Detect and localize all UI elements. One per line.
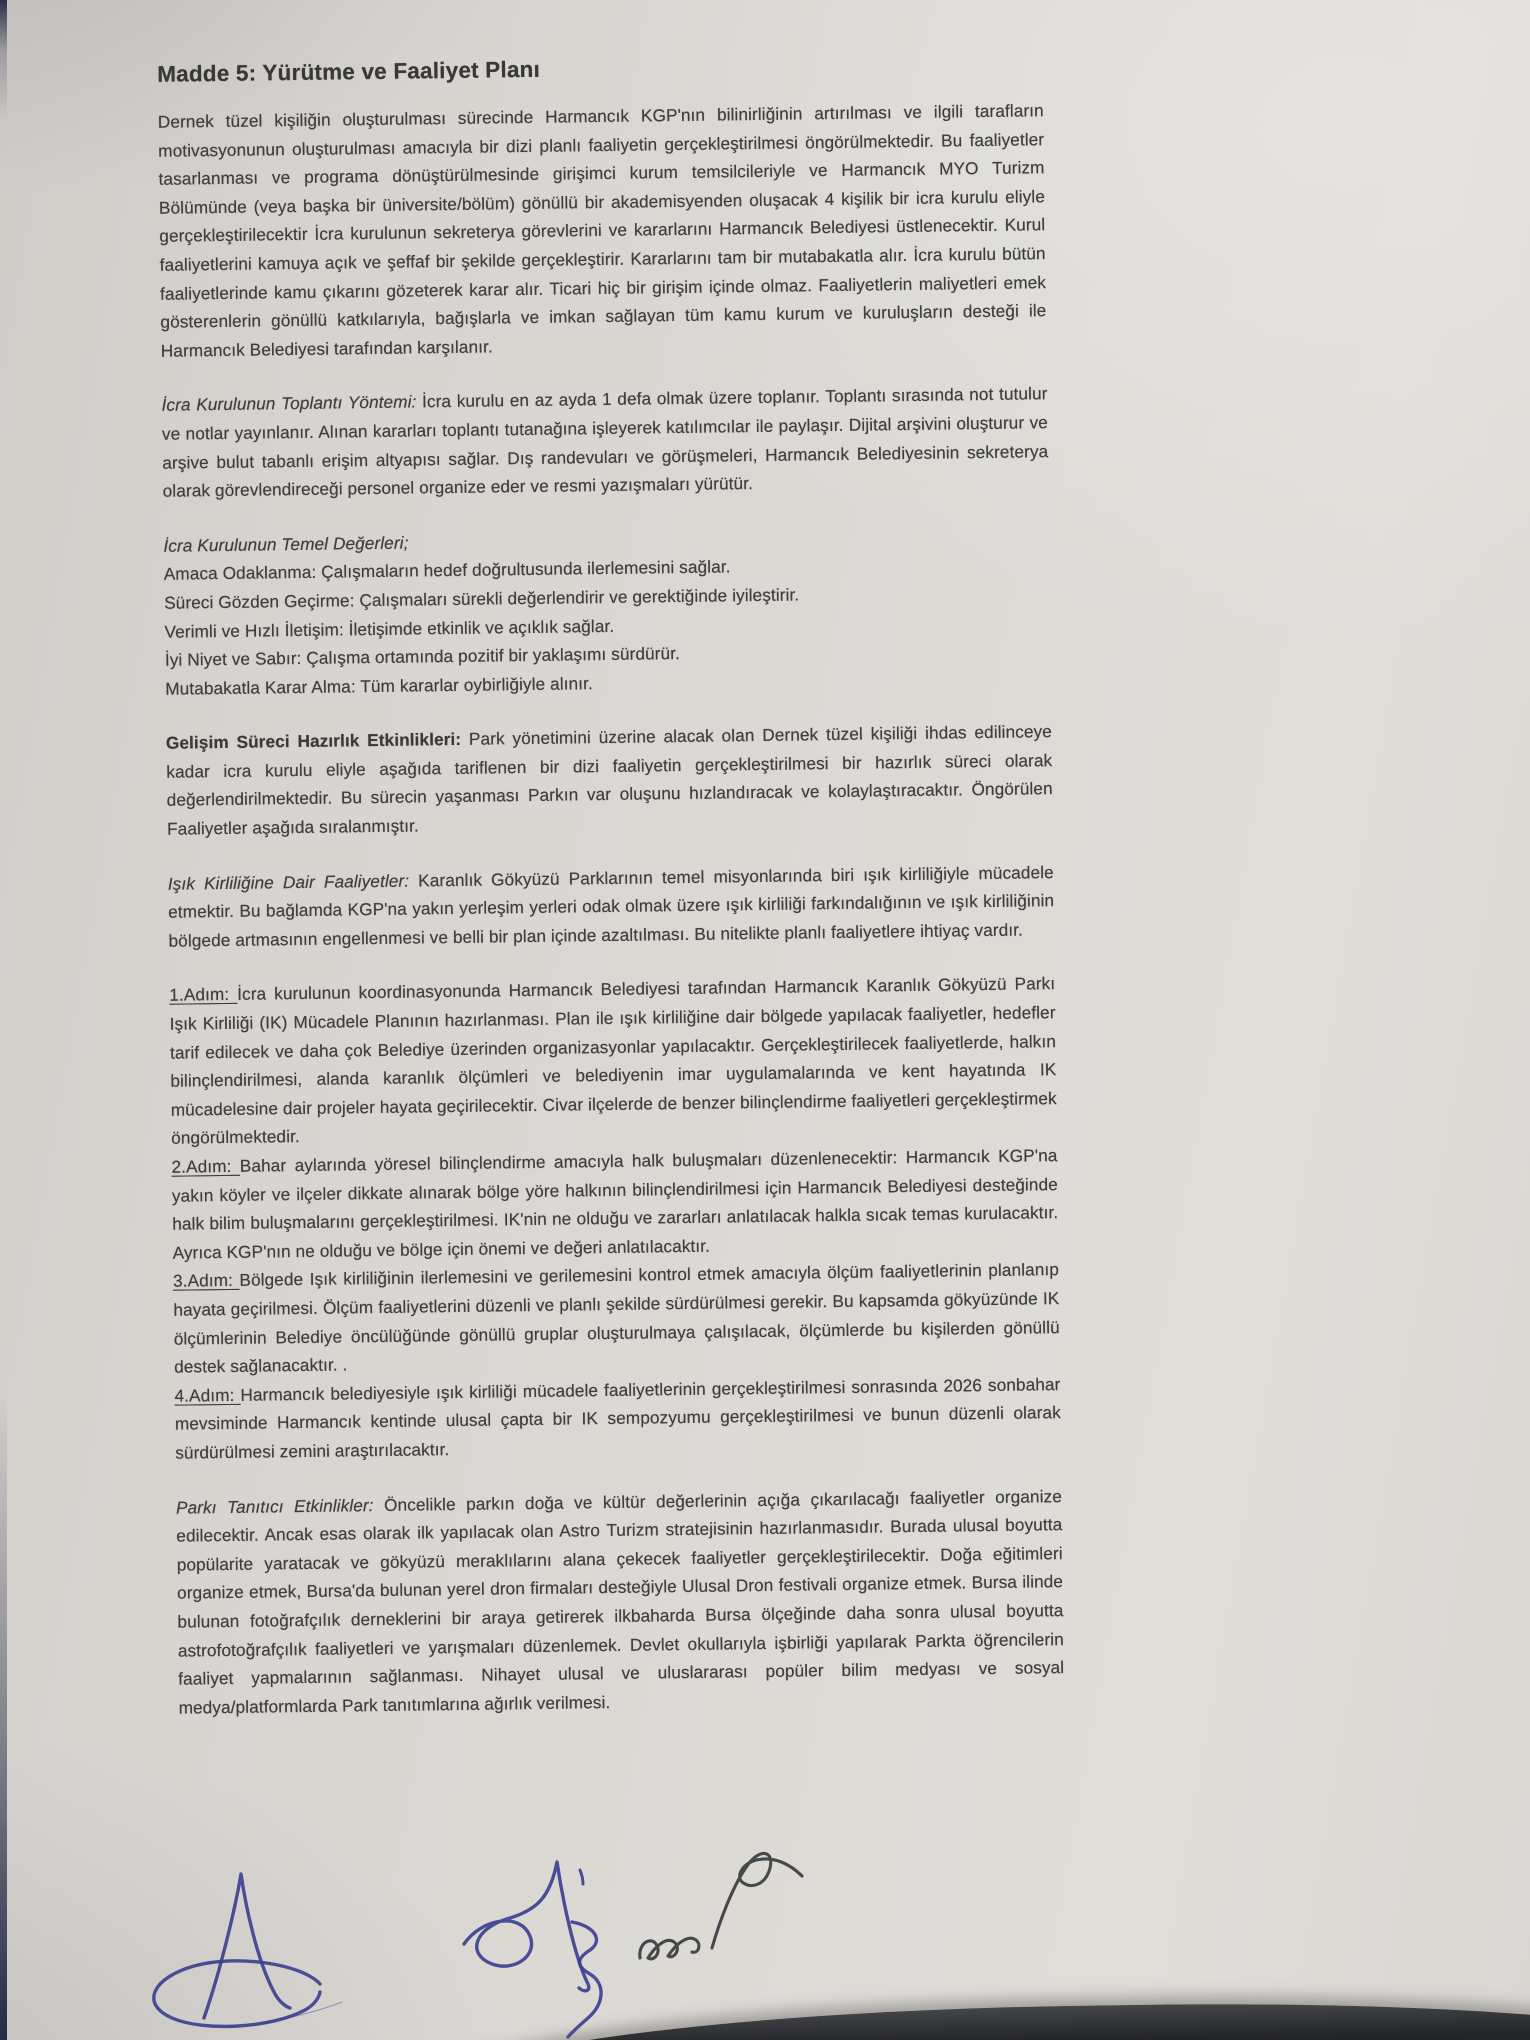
section-heading: 4.Adım: xyxy=(174,1384,241,1406)
value-line: Amaca Odaklanma: Çalışmaların hedef doğrultusunda ilerlemesini sağlar. xyxy=(163,556,731,585)
paragraph: Gelişim Süreci Hazırlık Etkinlikleri: Park yönetimini üzerine alacak olan Dernek tüzel kişiliği ihdas edilinceye kadar icra kurulu eliyle aşağıda tariflenen bir dizi faaliyetin gerçekleştirilmesi bir hazırlık süreci olarak değerlendirilmektedir. Bu sürecin yaşanması Parkın var oluşunu hızlandıracak ve kolaylaştıracaktır. Öngörülen Faaliyetler aşağıda sıralanmıştır. xyxy=(165,721,1053,839)
section-heading: Işık Kirliliğine Dair Faaliyetler: xyxy=(167,870,419,894)
value-line: Verimli ve Hızlı İletişim: İletişimde etkinlik ve açıklık sağlar. xyxy=(164,615,615,642)
paragraph: 3.Adım: Bölgede Işık kirliliğinin ilerlemesini ve gerilemesini kontrol etmek amacıyla ölçüm faaliyetlerinin planlanıp hayata geçirilmesi. Ölçüm faaliyetlerini düzenli ve planlı şekilde sürdürülmesi gerekir. Bu kapsamda gökyüzünde IK ölçümlerinin Belediye öncülüğünde gönüllü gruplar oluşturulmaya çalışılacak, ölçümlerde bu kişilerden gönüllü destek sağlanacaktır. . xyxy=(172,1259,1060,1377)
value-line: İyi Niyet ve Sabır: Çalışma ortamında pozitif bir yaklaşımı sürdürür. xyxy=(164,643,681,670)
document-content xyxy=(157,48,1065,1722)
value-line: Mutabakatla Karar Alma: Tüm kararlar oybirliğiyle alınır. xyxy=(165,672,593,699)
paragraph: 1.Adım: İcra kurulunun koordinasyonunda Harmancık Belediyesi tarafından Harmancık Karanlık Gökyüzü Parkı Işık Kirliliği (IK) Mücadele Planının hazırlanması. Plan ile ışık kirliliğine dair bölgede yapılacak faaliyetler, hedefler tarif edilecek ve daha çok Belediye üzerinden organizasyonlar yapılacaktır. Gerçekleştirilecek faaliyetlerde, halkın bilinçlendirilmesi, alanda karanlık ölçümleri ve belediyenin imar uygulamalarında ve kent hayatında IK mücadelesine dair projeler hayata geçirilecektir. Civar ilçelerde de benzer bilinçlendirme faaliyetleri gerçekleştirmek öngörülmektedir. xyxy=(169,973,1057,1149)
section-heading: 2.Adım: xyxy=(171,1155,240,1177)
signature-3-icon xyxy=(632,1848,812,1996)
paragraph: Işık Kirliliğine Dair Faaliyetler: Karanlık Gökyüzü Parklarının temel misyonlarında biri ışık kirliliğiyle mücadele etmektir. Bu bağlamda KGP'na yakın yerleşim yerleri odak olmak üzere ışık kirliliği farkındalığının ve ışık kirliliğinin bölgede artmasının engellenmesi ve belli bir plan içinde azaltılması. Bu nitelikte planlı faaliyetlere ihtiyaç vardır. xyxy=(167,861,1055,951)
value-line: Süreci Gözden Geçirme: Çalışmaları sürekli değerlendirir ve gerektiğinde iyileştirir. xyxy=(164,584,800,613)
section-heading: 3.Adım: xyxy=(172,1270,240,1292)
section-heading: Gelişim Süreci Hazırlık Etkinlikleri: xyxy=(165,729,470,754)
paragraph: Parkı Tanıtıcı Etkinlikler: Öncelikle parkın doğa ve kültür değerlerinin açığa çıkarılacağı faaliyetler organize edilecektir. Ancak esas olarak ilk yapılacak olan Astro Turizm stratejisinin hazırlanmasıdır. Burada ulusal boyutta popülarite yaratacak ve gökyüzü meraklılarını alana çekecek faaliyetler gerçekleştirilecektir. Doğa eğitimleri organize etmek, Bursa'da bulunan yerel dron firmaları desteğiyle Ulusal Dron festivali organize etmek. Bursa ilinde bulunan fotoğrafçılık derneklerini bir araya getirerek ilkbaharda Bursa ölçeğinde daha sonra ulusal boyutta astrofotoğrafçılık faaliyetleri ve yarışmaları düzenlemek. Devlet okullarıyla işbirliği yapılarak Parkta öğrencilerin faaliyet yapmalarının sağlanması. Nihayet ulusal ve uluslararası popüler bilim medyası ve sosyal medya/platformlarda Park tanıtımlarına ağırlık verilmesi. xyxy=(175,1485,1065,1718)
paragraph: 2.Adım: Bahar aylarında yöresel bilinçlendirme amacıyla halk buluşmaları düzenlenecektir: Harmancık KGP'na yakın köyler ve ilçeler dikkate alınarak bölge yöre halkının bilinçlendirilmesi için Harmancık Belediyesi desteğinde halk bilim buluşmalarını gerçekleştirilmesi. IK'nin ne olduğu ve zararları anlatılacak halkla sıcak temas kurulacaktır. Ayrıca KGP'nın ne olduğu ve bölge için önemi ve değeri anlatılacaktır. xyxy=(171,1145,1059,1263)
photo-background-bottom-edge xyxy=(417,1996,1530,2040)
signature-1-icon xyxy=(142,1866,347,2040)
document-title: Madde 5: Yürütme ve Faaliyet Planı xyxy=(157,56,541,87)
values-list xyxy=(163,520,1051,703)
section-heading: Parkı Tanıtıcı Etkinlikler: xyxy=(175,1494,385,1518)
value-line: İcra Kurulunun Temel Değerleri; xyxy=(163,532,409,556)
photo-background-left-edge xyxy=(0,0,7,2040)
section-heading: 1.Adım: xyxy=(169,984,238,1006)
signature-2-icon xyxy=(452,1852,657,2040)
section-heading: İcra Kurulunun Toplantı Yöntemi: xyxy=(161,391,423,416)
paragraph: İcra Kurulunun Toplantı Yöntemi: İcra kurulu en az ayda 1 defa olmak üzere toplanır. Toplantı sırasında not tutulur ve notlar yayınlanır. Alınan kararları toplantı tutanağına işleyerek katılımcılar ile paylaşır. Dijital arşivini oluşturur ve arşive bulut tabanlı erişim altyapısı sağlar. Dış randevuları ve görüşmeleri, Harmancık Belediyesinin sekreterya olarak görevlendireceği personel organize eder ve resmi yazışmaları yürütür. xyxy=(161,383,1049,501)
paragraph: Dernek tüzel kişiliğin oluşturulması sürecinde Harmancık KGP'nın bilinirliğinin artırılması ve ilgili tarafların motivasyonunun oluşturulması amacıyla bir dizi planlı faaliyetin gerçekleştirilmesi öngörülmektedir. Bu faaliyetler tasarlanması ve programa dönüştürülmesinde girişimci kurum temsilcileriyle ve Harmancık MYO Turizm Bölümünde (veya başka bir üniversite/bölüm) gönüllü bir akademisyenden oluşacak 4 kişilik bir icra kurulu eliyle gerçekleştirilecektir İcra kurulunun sekreterya görevlerini ve kararlarını Harmancık Belediyesi üstlenecektir. Kurul faaliyetlerini kamuya açık ve şeffaf bir şekilde gerçekleştirir. Kararlarını tam bir mutabakatla alır. İcra kurulu bütün faaliyetlerinde kamu çıkarını gözeterek karar alır. Ticari hiç bir girişim içinde olmaz. Faaliyetlerin maliyetleri emek gösterenlerin gönüllü katkılarıyla, bağışlarla ve imkan sağlayan tüm kamu kurum ve kuruluşların desteği ile Harmancık Belediyesi tarafından karşılanır. xyxy=(157,100,1047,361)
paragraph: 4.Adım: Harmancık belediyesiyle ışık kirliliği mücadele faaliyetlerinin gerçekleştirilmesi sonrasında 2026 sonbahar mevsiminde Harmancık kentinde ulusal çapta bir IK sempozyumu gerçekleştirilmesi ve bunun düzenli olarak sürdürülmesi zemini araştırılacaktır. xyxy=(174,1373,1061,1463)
document-body xyxy=(158,96,1065,1722)
